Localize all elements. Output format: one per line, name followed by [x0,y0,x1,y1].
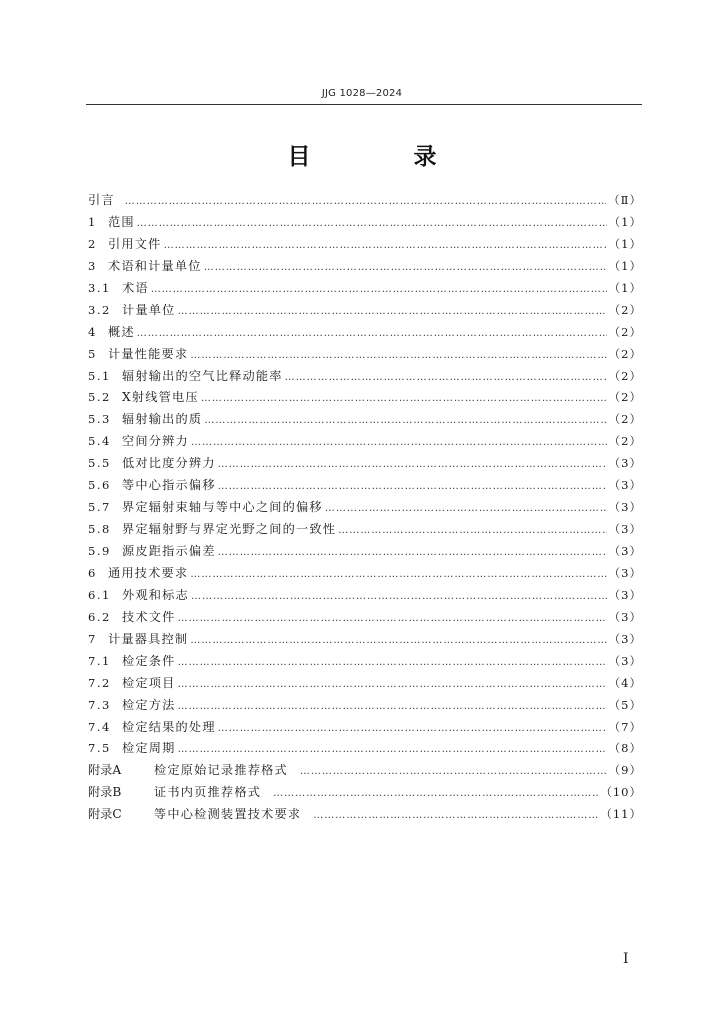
toc-entry-page: （3） [608,587,642,602]
toc-entry-number: 7.5 [88,741,111,756]
toc-entry-title: 源皮距指示偏差 [122,544,216,558]
toc-entry-title: 检定原始记录推荐格式 [154,763,288,778]
toc-entry[interactable] [88,519,642,541]
toc-leader-dots [178,739,607,761]
toc-entry-number: 7.1 [88,653,111,668]
toc-leader-dots [204,410,606,432]
toc-entry-title: X射线管电压 [122,390,199,405]
toc-leader-dots [178,674,607,696]
toc-leader-dots [218,542,607,564]
toc-entry-title: 检定条件 [122,653,176,668]
page-number: I [623,951,629,967]
toc-entry-page: （9） [608,763,642,778]
toc-entry[interactable] [88,453,642,475]
toc-entry[interactable] [88,563,642,585]
toc-entry-page: （3） [608,500,642,515]
toc-entry-title: 术语和计量单位 [108,258,202,273]
toc-entry-number: 6.2 [88,609,111,624]
header-divider [86,104,642,105]
toc-entry-number: 5.7 [88,500,111,515]
toc-entry-page: （1） [608,236,642,251]
toc-entry-number: 7.4 [88,719,111,734]
toc-entry-page: （1） [608,258,642,273]
toc-entry-title: 外观和标志 [122,587,189,602]
toc-entry-number: 2 [88,236,97,251]
toc-entry[interactable] [88,717,642,739]
toc-leader-dots [191,586,607,608]
toc-entry-page: （2） [608,324,642,339]
toc-leader-dots [218,476,607,498]
toc-entry-title: 计量器具控制 [108,631,189,646]
toc-entry-title: 证书内页推荐格式 [154,785,262,800]
toc-entry-page: （3） [608,456,642,471]
toc-leader-dots [325,498,607,520]
toc-entry[interactable] [88,256,642,278]
toc-leader-dots [300,761,607,783]
toc-leader-dots [151,279,607,301]
toc-entry-page: （2） [608,412,642,427]
toc-entry-page: （11） [600,807,642,822]
toc-entry-title: 检定方法 [122,697,176,712]
toc-entry-number: 7.3 [88,697,111,712]
toc-leader-dots [191,432,607,454]
toc-leader-dots [178,608,607,630]
toc-entry-number: 3 [88,258,97,273]
toc-entry-title: 引用文件 [108,236,162,251]
toc-entry-page: （Ⅱ） [608,193,642,207]
toc-entry-page: （2） [608,434,642,449]
toc-leader-dots [201,388,607,410]
toc-entry-title: 技术文件 [122,609,176,624]
toc-entry[interactable] [88,607,642,629]
toc-entry[interactable] [88,190,642,212]
toc-entry[interactable] [88,782,642,804]
toc-entry[interactable] [88,387,642,409]
toc-entry-page: （4） [608,675,642,690]
toc-entry-number: 附录C [88,807,122,822]
toc-entry-number: 5.6 [88,478,111,493]
toc-entry[interactable] [88,629,642,651]
toc-entry-title: 辐射输出的质 [122,412,203,427]
toc-entry-title: 通用技术要求 [108,565,189,580]
toc-entry-number: 5.9 [88,544,111,558]
toc-entry-number: 6 [88,565,97,580]
toc-leader-dots [125,191,606,213]
toc-entry-page: （3） [608,653,642,668]
toc-entry[interactable] [88,760,642,782]
page-title: 目 录 [287,143,477,170]
toc-leader-dots [273,783,598,805]
toc-leader-dots [204,257,607,279]
toc-entry[interactable] [88,278,642,300]
toc-entry[interactable] [88,475,642,497]
table-of-contents [88,190,642,826]
toc-entry-title: 低对比度分辨力 [122,456,216,471]
toc-entry[interactable] [88,585,642,607]
toc-entry-page: （2） [608,368,642,383]
toc-leader-dots [178,301,607,323]
toc-entry-title: 范围 [108,214,135,229]
toc-entry[interactable] [88,344,642,366]
toc-leader-dots [190,630,606,652]
toc-entry[interactable] [88,212,642,234]
toc-entry-page: （2） [608,346,642,361]
toc-entry-number: 5.1 [88,368,111,383]
toc-entry-page: （3） [608,631,642,646]
toc-entry-number: 5.2 [88,390,111,405]
toc-entry-page: （10） [600,785,642,800]
toc-entry-number: 5.8 [88,522,111,537]
toc-leader-dots [190,345,606,367]
toc-entry-title: 界定辐射野与界定光野之间的一致性 [122,522,337,537]
toc-entry-title: 辐射输出的空气比释动能率 [122,368,283,383]
toc-entry-number: 3.1 [88,280,111,295]
toc-entry-number: 附录B [88,785,122,800]
toc-entry-title: 计量性能要求 [108,346,189,361]
toc-entry[interactable] [88,409,642,431]
toc-entry-title: 术语 [122,280,149,295]
toc-entry[interactable] [88,804,642,826]
toc-leader-dots [190,564,606,586]
toc-entry-title: 检定周期 [122,741,176,756]
toc-entry-number: 7 [88,631,97,646]
toc-entry[interactable] [88,234,642,256]
toc-leader-dots [178,696,607,718]
toc-entry-page: （7） [608,719,642,734]
toc-entry-title: 等中心检测装置技术要求 [154,807,302,822]
toc-entry-page: （1） [608,214,642,229]
toc-entry[interactable] [88,497,642,519]
toc-entry-number: 5.3 [88,412,111,427]
toc-entry-title: 检定项目 [122,675,176,690]
toc-entry-title: 界定辐射束轴与等中心之间的偏移 [122,500,323,515]
standard-code-header: JJG 1028—2024 [321,88,403,99]
toc-entry-number: 1 [88,214,97,229]
toc-leader-dots [218,718,607,740]
toc-entry-title: 空间分辨力 [122,434,189,449]
toc-leader-dots [164,235,607,257]
toc-entry-page: （3） [608,544,642,558]
toc-entry-number: 4 [88,324,97,339]
toc-entry-title: 检定结果的处理 [122,719,216,734]
toc-leader-dots [218,454,607,476]
toc-entry-page: （5） [608,697,642,712]
toc-entry[interactable] [88,300,642,322]
toc-entry-page: （3） [608,609,642,624]
toc-entry-page: （3） [608,565,642,580]
toc-entry-number: 5.4 [88,434,111,449]
toc-entry[interactable] [88,322,642,344]
toc-entry-page: （3） [608,478,642,493]
toc-entry-page: （2） [608,302,642,317]
toc-entry-page: （8） [608,741,642,756]
toc-entry-number: 6.1 [88,587,111,602]
toc-entry-page: （2） [608,390,642,405]
toc-entry-title: 等中心指示偏移 [122,478,216,493]
toc-entry-number: 7.2 [88,675,111,690]
toc-entry[interactable] [88,431,642,453]
toc-entry-page: （3） [608,522,642,537]
toc-leader-dots [137,213,607,235]
toc-entry[interactable] [88,541,642,563]
toc-leader-dots [137,323,607,345]
toc-entry[interactable] [88,673,642,695]
toc-leader-dots [178,652,607,674]
toc-entry[interactable] [88,695,642,717]
toc-entry-page: （1） [608,280,642,295]
toc-entry-title: 计量单位 [122,302,176,317]
toc-leader-dots [285,367,607,389]
toc-entry[interactable] [88,738,642,760]
toc-leader-dots [338,520,606,542]
toc-entry[interactable] [88,651,642,673]
toc-leader-dots [313,805,598,827]
toc-entry-number: 附录A [88,763,122,778]
toc-entry[interactable] [88,366,642,388]
toc-entry-number: 3.2 [88,302,111,317]
toc-entry-number: 5.5 [88,456,111,471]
toc-entry-number: 5 [88,346,97,361]
toc-entry-title: 引言 [88,193,115,207]
toc-entry-title: 概述 [108,324,135,339]
